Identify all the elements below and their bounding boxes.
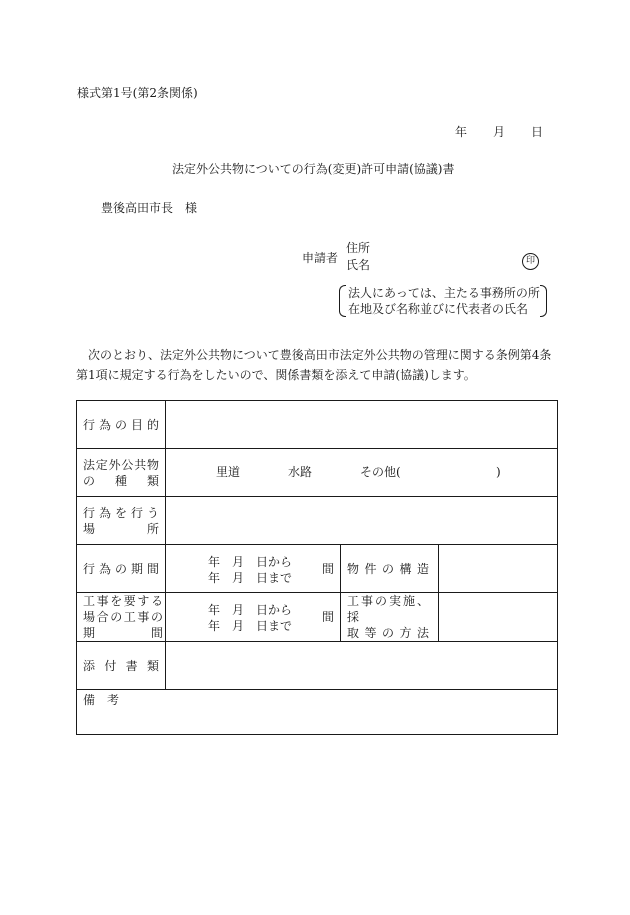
row-attachments [77, 642, 558, 690]
right-bracket [540, 285, 547, 317]
document-title: 法定外公共物についての行為(変更)許可申請(協議)書 [172, 162, 455, 176]
period-from: 年 月 日から [208, 554, 293, 569]
type-label-cell [77, 449, 166, 497]
type-option-road[interactable]: 里道 [216, 465, 241, 480]
attach-input[interactable] [166, 642, 558, 690]
structure-label-cell [341, 545, 439, 593]
row-period [77, 545, 558, 593]
row-work-period [77, 593, 558, 642]
work-label-cell [77, 593, 166, 642]
corp-note-line-2: 在地及び名称並びに代表者の氏名 [348, 302, 529, 316]
work-to: 年 月 日まで [208, 619, 293, 633]
body-text: 次のとおり、法定外公共物について豊後高田市法定外公共物の管理に関する条例第4条第1項に規定する行為をしたいので、関係書類を添えて申請(協議)します。 [76, 348, 552, 382]
place-label-2: 場 所 [83, 521, 159, 536]
name-label: 氏名 [346, 258, 371, 272]
work-period-input[interactable] [166, 593, 341, 642]
attach-label-cell [77, 642, 166, 690]
row-type [77, 449, 558, 497]
period-input[interactable] [166, 545, 341, 593]
corporation-note [339, 285, 547, 317]
type-label-1: 法定外公共物 [83, 457, 159, 472]
seal-icon: 印 [522, 253, 539, 270]
method-label-1: 工事の実施、採 [347, 594, 429, 624]
method-input[interactable] [439, 593, 558, 642]
remarks-label: 備 考 [83, 693, 120, 707]
period-label: 行為の期間 [83, 561, 159, 576]
date-day: 日 [531, 125, 544, 139]
work-from: 年 月 日から [208, 603, 293, 617]
work-label-1: 工事を要する [83, 594, 163, 608]
date-year: 年 [455, 125, 468, 139]
form-number: 様式第1号(第2条関係) [77, 86, 198, 100]
period-to: 年 月 日まで [208, 570, 293, 585]
date-month: 月 [493, 125, 506, 139]
place-label-cell [77, 497, 166, 545]
application-table [76, 400, 558, 735]
applicant-label: 申請者 [302, 251, 339, 265]
type-options-cell[interactable] [166, 449, 558, 497]
place-input[interactable] [166, 497, 558, 545]
type-option-other[interactable]: その他( [360, 465, 401, 480]
structure-label: 物件の構造 [347, 561, 429, 576]
work-label-3: 期 間 [83, 626, 163, 640]
attach-label: 添付書類 [83, 658, 159, 673]
method-label-cell [341, 593, 439, 642]
method-label-2: 取等の方法 [347, 626, 429, 640]
purpose-label: 行為の目的 [83, 417, 159, 432]
work-kan: 間 [321, 610, 334, 624]
row-remarks [77, 690, 558, 735]
left-bracket [339, 285, 346, 317]
address-label: 住所 [346, 241, 371, 255]
period-label-cell [77, 545, 166, 593]
structure-input[interactable] [439, 545, 558, 593]
date-line [455, 124, 543, 140]
purpose-input[interactable] [166, 401, 558, 449]
type-option-other-close: ) [496, 465, 501, 480]
period-kan: 間 [321, 561, 334, 576]
addressee: 豊後高田市長 様 [101, 201, 198, 215]
corp-note-line-1: 法人にあっては、主たる事務所の所 [348, 286, 540, 300]
place-label-1: 行為を行う [83, 505, 159, 520]
row-place [77, 497, 558, 545]
remarks-input[interactable] [77, 690, 558, 735]
type-label-2: の 種 類 [83, 473, 159, 488]
row-purpose [77, 401, 558, 449]
work-label-2: 場合の工事の [83, 610, 163, 624]
purpose-label-cell [77, 401, 166, 449]
type-option-waterway[interactable]: 水路 [288, 465, 313, 480]
